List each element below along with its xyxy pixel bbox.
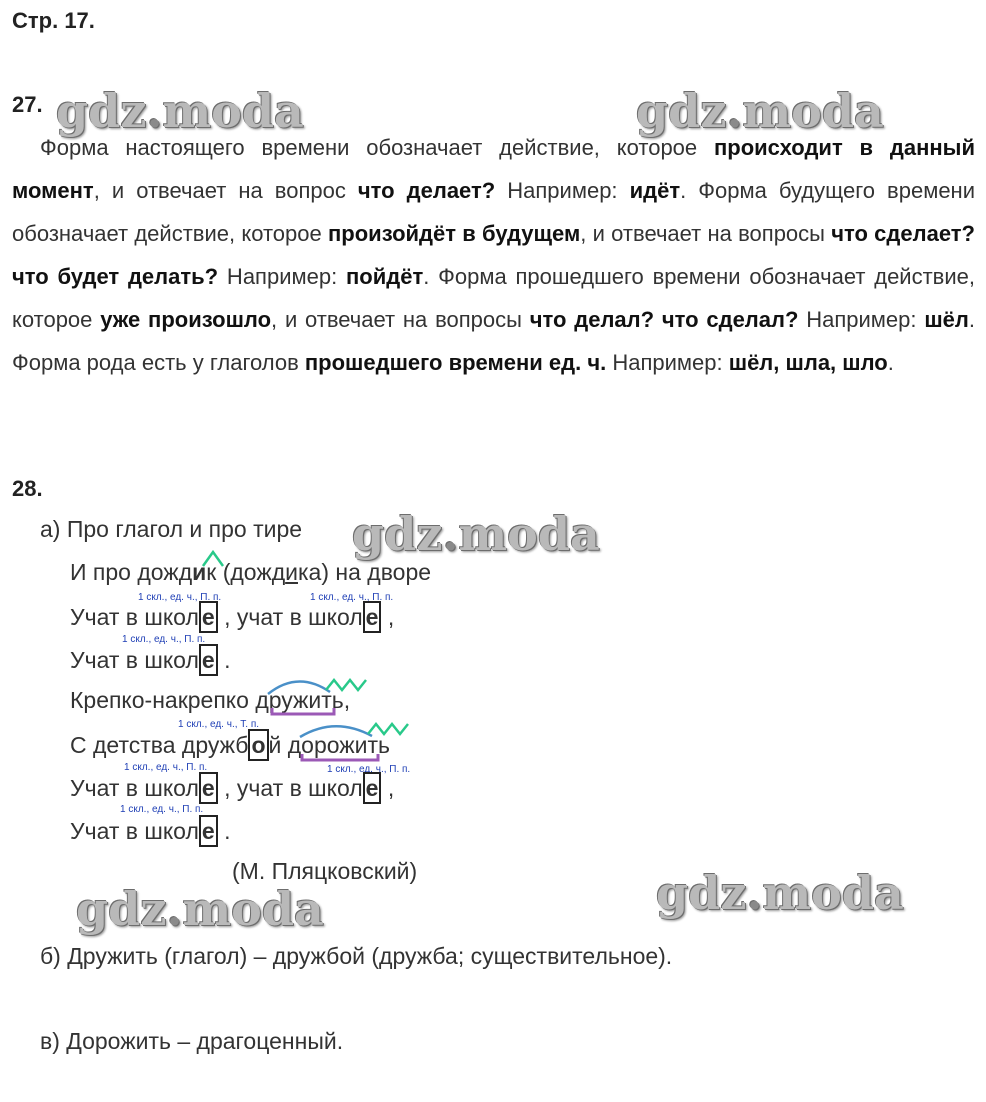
- watermark: gdz.moda: [56, 84, 304, 138]
- watermark: gdz.moda: [76, 882, 324, 936]
- poem-line: И про дождик (дождика) на дворе: [70, 559, 432, 585]
- grammar-note: 1 скл., ед. ч., П. п.: [310, 592, 394, 603]
- stress-mark-icon: [203, 552, 223, 566]
- watermark: gdz.moda: [352, 507, 600, 561]
- poem-line: С детства дружб о й дорожить: [70, 729, 390, 761]
- watermark: gdz.moda: [656, 866, 904, 920]
- poem-line: Учат в школ е , учат в школ е ,: [70, 601, 394, 633]
- answer-v: в) Дорожить – драгоценный.: [40, 1028, 344, 1054]
- suffix-mark-icon: [272, 708, 334, 714]
- root-arc-icon: [300, 726, 372, 737]
- page-header: Стр. 17.: [12, 8, 95, 33]
- suffix-mark-icon: [302, 754, 378, 760]
- poem-line: Учат в школ е .: [70, 815, 230, 847]
- root-arc-icon: [268, 681, 330, 694]
- poem-line: Учат в школ е .: [70, 644, 230, 676]
- watermark: gdz.moda: [636, 84, 884, 138]
- exercise-number: 27.: [12, 92, 43, 117]
- grammar-note: 1 скл., ед. ч., П. п.: [124, 762, 208, 773]
- answer-b: б) Дружить (глагол) – дружбой (дружба; существительное).: [40, 943, 673, 969]
- grammar-note: 1 скл., ед. ч., П. п.: [327, 764, 411, 775]
- grammar-note: 1 скл., ед. ч., Т. п.: [178, 719, 260, 730]
- ending-mark-icon: [326, 680, 366, 690]
- poem-author: (М. Пляцковский): [232, 858, 418, 884]
- grammar-note: 1 скл., ед. ч., П. п.: [120, 804, 204, 815]
- poem-line: Крепко-накрепко дружить,: [70, 687, 351, 713]
- grammar-note: 1 скл., ед. ч., П. п.: [138, 592, 222, 603]
- grammar-note: 1 скл., ед. ч., П. п.: [122, 634, 206, 645]
- poem-line: Учат в школ е , учат в школ е ,: [70, 772, 394, 804]
- ending-mark-icon: [368, 724, 408, 734]
- poem-line: а) Про глагол и про тире: [40, 516, 303, 542]
- exercise-number: 28.: [12, 476, 43, 501]
- exercise-27-text: Форма настоящего времени обозначает действие, которое происходит в данный момент, и отвечает на вопрос что делает? Например: идёт. Форма будущего времени обозначает действие, которое произойдёт в будущем, и отвечает на вопросы что сделает? что будет делать? Например: пойдёт. Форма прошедшего времени обозначает действие, которое уже произошло, и отвечает на вопросы что делал? что сделал? Например: шёл. Форма рода есть у глаголов прошедшего времени ед. ч. Например: шёл, шла, шло.: [12, 135, 975, 375]
